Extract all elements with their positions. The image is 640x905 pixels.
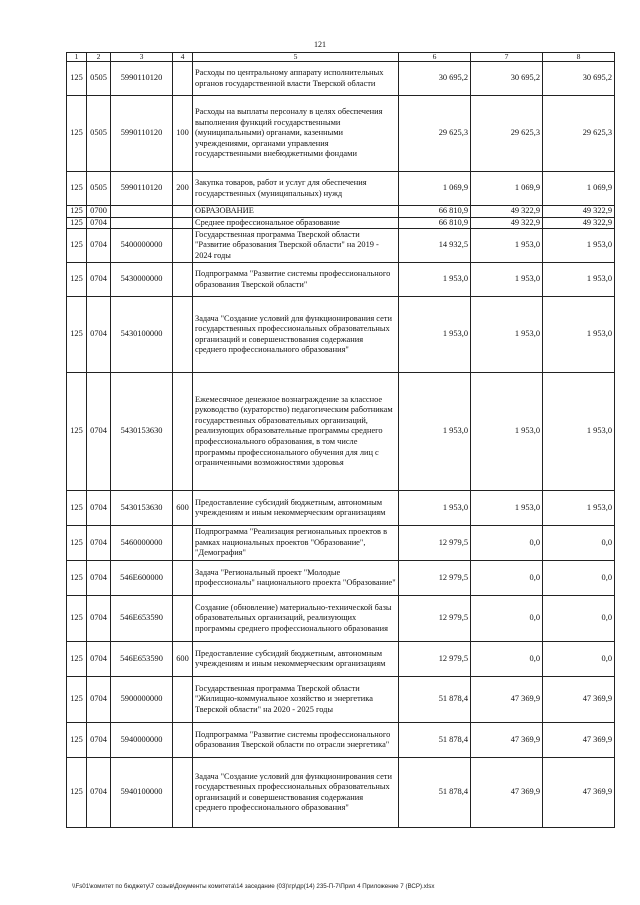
cell-col-6: 1 069,9 bbox=[399, 172, 471, 206]
cell-col-2: 0704 bbox=[87, 758, 111, 828]
cell-col-4 bbox=[173, 62, 193, 96]
cell-col-4 bbox=[173, 526, 193, 561]
cell-col-5: Задача "Создание условий для функционирования сети государственных профессиональных образовательных организаций и совершенствования содержания среднего профессионального образования" bbox=[193, 297, 399, 373]
column-number: 8 bbox=[543, 53, 615, 62]
cell-col-7: 47 369,9 bbox=[471, 723, 543, 758]
cell-col-6: 1 953,0 bbox=[399, 373, 471, 491]
cell-col-3: 5990110120 bbox=[111, 172, 173, 206]
cell-col-5: Среднее профессиональное образование bbox=[193, 217, 399, 229]
cell-col-2: 0505 bbox=[87, 62, 111, 96]
cell-col-8: 49 322,9 bbox=[543, 217, 615, 229]
cell-col-5: Подпрограмма "Развитие системы профессионального образования Тверской области по отрасли энергетика" bbox=[193, 723, 399, 758]
cell-col-8: 0,0 bbox=[543, 561, 615, 596]
cell-col-2: 0505 bbox=[87, 172, 111, 206]
cell-col-8: 47 369,9 bbox=[543, 723, 615, 758]
budget-table bbox=[66, 52, 615, 828]
cell-col-7: 1 953,0 bbox=[471, 229, 543, 263]
cell-col-6: 30 695,2 bbox=[399, 62, 471, 96]
column-number: 2 bbox=[87, 53, 111, 62]
cell-col-7: 29 625,3 bbox=[471, 96, 543, 172]
cell-col-6: 51 878,4 bbox=[399, 758, 471, 828]
column-number: 3 bbox=[111, 53, 173, 62]
cell-col-8: 1 953,0 bbox=[543, 491, 615, 526]
cell-col-4: 100 bbox=[173, 96, 193, 172]
cell-col-7: 1 069,9 bbox=[471, 172, 543, 206]
cell-col-5: Расходы по центральному аппарату исполнительных органов государственной власти Тверской области bbox=[193, 62, 399, 96]
cell-col-6: 12 979,5 bbox=[399, 561, 471, 596]
cell-col-6: 29 625,3 bbox=[399, 96, 471, 172]
cell-col-5: Закупка товаров, работ и услуг для обеспечения государственных (муниципальных) нужд bbox=[193, 172, 399, 206]
cell-col-5: ОБРАЗОВАНИЕ bbox=[193, 206, 399, 218]
cell-col-5: Задача "Создание условий для функционирования сети государственных профессиональных образовательных организаций и совершенствования содержания среднего профессионального образования" bbox=[193, 758, 399, 828]
cell-col-8: 29 625,3 bbox=[543, 96, 615, 172]
cell-col-6: 66 810,9 bbox=[399, 206, 471, 218]
column-number-row bbox=[67, 53, 615, 62]
cell-col-8: 1 953,0 bbox=[543, 229, 615, 263]
cell-col-8: 47 369,9 bbox=[543, 677, 615, 723]
cell-col-4 bbox=[173, 263, 193, 297]
cell-col-4: 600 bbox=[173, 491, 193, 526]
column-number: 4 bbox=[173, 53, 193, 62]
cell-col-4: 600 bbox=[173, 642, 193, 677]
cell-col-1: 125 bbox=[67, 263, 87, 297]
cell-col-1: 125 bbox=[67, 206, 87, 218]
table-row bbox=[67, 758, 615, 828]
cell-col-3: 546E600000 bbox=[111, 561, 173, 596]
cell-col-7: 30 695,2 bbox=[471, 62, 543, 96]
cell-col-4 bbox=[173, 297, 193, 373]
cell-col-2: 0704 bbox=[87, 297, 111, 373]
cell-col-5: Расходы на выплаты персоналу в целях обеспечения выполнения функций государственными (муниципальными) органами, казенными учреждениями, органами управления государственными внебюджетными фондами bbox=[193, 96, 399, 172]
cell-col-2: 0704 bbox=[87, 642, 111, 677]
cell-col-5: Задача "Региональный проект "Молодые профессионалы" национального проекта "Образование" bbox=[193, 561, 399, 596]
cell-col-8: 30 695,2 bbox=[543, 62, 615, 96]
cell-col-4 bbox=[173, 229, 193, 263]
page-number: 121 bbox=[314, 40, 326, 49]
cell-col-2: 0505 bbox=[87, 96, 111, 172]
cell-col-3: 5990110120 bbox=[111, 96, 173, 172]
cell-col-5: Ежемесячное денежное вознаграждение за классное руководство (кураторство) педагогическим работникам государственных образовательных организаций, реализующих образовательные программы среднего профессионального образования, в том числе программы профессионального обучения для лиц с ограниченными возможностями здоровья bbox=[193, 373, 399, 491]
cell-col-1: 125 bbox=[67, 677, 87, 723]
cell-col-7: 0,0 bbox=[471, 642, 543, 677]
cell-col-2: 0704 bbox=[87, 596, 111, 642]
table-row bbox=[67, 723, 615, 758]
cell-col-7: 1 953,0 bbox=[471, 263, 543, 297]
table-row bbox=[67, 491, 615, 526]
cell-col-4 bbox=[173, 596, 193, 642]
table-row bbox=[67, 263, 615, 297]
cell-col-8: 0,0 bbox=[543, 596, 615, 642]
cell-col-2: 0704 bbox=[87, 491, 111, 526]
table-row bbox=[67, 526, 615, 561]
table-row bbox=[67, 642, 615, 677]
cell-col-6: 1 953,0 bbox=[399, 491, 471, 526]
cell-col-4 bbox=[173, 373, 193, 491]
cell-col-6: 1 953,0 bbox=[399, 263, 471, 297]
table-row bbox=[67, 96, 615, 172]
cell-col-6: 51 878,4 bbox=[399, 723, 471, 758]
cell-col-2: 0704 bbox=[87, 373, 111, 491]
cell-col-4 bbox=[173, 217, 193, 229]
cell-col-4 bbox=[173, 561, 193, 596]
column-number: 7 bbox=[471, 53, 543, 62]
table-row bbox=[67, 217, 615, 229]
cell-col-7: 47 369,9 bbox=[471, 677, 543, 723]
cell-col-8: 1 069,9 bbox=[543, 172, 615, 206]
cell-col-7: 1 953,0 bbox=[471, 491, 543, 526]
cell-col-8: 0,0 bbox=[543, 642, 615, 677]
file-path-footer: \\Fs01\комитет по бюджету\7 созыв\Документы комитета\14 заседание (03)\гр\др(14) 235-П-7\Прил 4 Приложение 7 (ВСР).xlsx bbox=[72, 883, 435, 890]
cell-col-3 bbox=[111, 206, 173, 218]
cell-col-2: 0704 bbox=[87, 229, 111, 263]
cell-col-2: 0700 bbox=[87, 206, 111, 218]
cell-col-1: 125 bbox=[67, 373, 87, 491]
cell-col-1: 125 bbox=[67, 229, 87, 263]
table-row bbox=[67, 206, 615, 218]
cell-col-3 bbox=[111, 217, 173, 229]
cell-col-2: 0704 bbox=[87, 263, 111, 297]
cell-col-2: 0704 bbox=[87, 723, 111, 758]
cell-col-3: 546E653590 bbox=[111, 596, 173, 642]
cell-col-4 bbox=[173, 677, 193, 723]
column-number: 6 bbox=[399, 53, 471, 62]
cell-col-2: 0704 bbox=[87, 217, 111, 229]
cell-col-8: 1 953,0 bbox=[543, 297, 615, 373]
cell-col-3: 5990110120 bbox=[111, 62, 173, 96]
cell-col-7: 49 322,9 bbox=[471, 217, 543, 229]
cell-col-6: 14 932,5 bbox=[399, 229, 471, 263]
cell-col-3: 5430153630 bbox=[111, 373, 173, 491]
cell-col-3: 5430153630 bbox=[111, 491, 173, 526]
cell-col-1: 125 bbox=[67, 758, 87, 828]
cell-col-3: 5940100000 bbox=[111, 758, 173, 828]
table-row bbox=[67, 373, 615, 491]
column-number: 5 bbox=[193, 53, 399, 62]
cell-col-4 bbox=[173, 758, 193, 828]
cell-col-1: 125 bbox=[67, 526, 87, 561]
cell-col-3: 5430000000 bbox=[111, 263, 173, 297]
cell-col-1: 125 bbox=[67, 596, 87, 642]
cell-col-5: Предоставление субсидий бюджетным, автономным учреждениям и иным некоммерческим организациям bbox=[193, 491, 399, 526]
cell-col-5: Предоставление субсидий бюджетным, автономным учреждениям и иным некоммерческим организациям bbox=[193, 642, 399, 677]
table-row bbox=[67, 297, 615, 373]
cell-col-6: 12 979,5 bbox=[399, 596, 471, 642]
table-row bbox=[67, 596, 615, 642]
cell-col-4 bbox=[173, 723, 193, 758]
cell-col-7: 47 369,9 bbox=[471, 758, 543, 828]
cell-col-4: 200 bbox=[173, 172, 193, 206]
cell-col-6: 12 979,5 bbox=[399, 642, 471, 677]
cell-col-6: 1 953,0 bbox=[399, 297, 471, 373]
cell-col-7: 0,0 bbox=[471, 596, 543, 642]
cell-col-8: 49 322,9 bbox=[543, 206, 615, 218]
cell-col-8: 47 369,9 bbox=[543, 758, 615, 828]
cell-col-1: 125 bbox=[67, 561, 87, 596]
cell-col-1: 125 bbox=[67, 172, 87, 206]
cell-col-1: 125 bbox=[67, 297, 87, 373]
cell-col-7: 1 953,0 bbox=[471, 297, 543, 373]
table-row bbox=[67, 172, 615, 206]
cell-col-6: 12 979,5 bbox=[399, 526, 471, 561]
cell-col-1: 125 bbox=[67, 62, 87, 96]
cell-col-2: 0704 bbox=[87, 561, 111, 596]
cell-col-7: 49 322,9 bbox=[471, 206, 543, 218]
cell-col-1: 125 bbox=[67, 491, 87, 526]
cell-col-3: 546E653590 bbox=[111, 642, 173, 677]
cell-col-7: 0,0 bbox=[471, 561, 543, 596]
table-row bbox=[67, 62, 615, 96]
cell-col-5: Подпрограмма "Реализация региональных проектов в рамках национальных проектов "Образование", "Демография" bbox=[193, 526, 399, 561]
cell-col-3: 5940000000 bbox=[111, 723, 173, 758]
cell-col-4 bbox=[173, 206, 193, 218]
cell-col-3: 5460000000 bbox=[111, 526, 173, 561]
cell-col-2: 0704 bbox=[87, 677, 111, 723]
cell-col-1: 125 bbox=[67, 217, 87, 229]
cell-col-1: 125 bbox=[67, 723, 87, 758]
cell-col-7: 1 953,0 bbox=[471, 373, 543, 491]
cell-col-5: Государственная программа Тверской области "Развитие образования Тверской области" на 2019 - 2024 годы bbox=[193, 229, 399, 263]
cell-col-1: 125 bbox=[67, 642, 87, 677]
table-row bbox=[67, 561, 615, 596]
cell-col-3: 5400000000 bbox=[111, 229, 173, 263]
cell-col-7: 0,0 bbox=[471, 526, 543, 561]
cell-col-3: 5900000000 bbox=[111, 677, 173, 723]
cell-col-5: Государственная программа Тверской области "Жилищно-коммунальное хозяйство и энергетика Тверской области" на 2020 - 2025 годы bbox=[193, 677, 399, 723]
cell-col-1: 125 bbox=[67, 96, 87, 172]
cell-col-8: 1 953,0 bbox=[543, 373, 615, 491]
column-number: 1 bbox=[67, 53, 87, 62]
cell-col-5: Создание (обновление) материально-технической базы образовательных организаций, реализующих программы среднего профессионального образования bbox=[193, 596, 399, 642]
cell-col-3: 5430100000 bbox=[111, 297, 173, 373]
cell-col-2: 0704 bbox=[87, 526, 111, 561]
table-row bbox=[67, 229, 615, 263]
cell-col-6: 66 810,9 bbox=[399, 217, 471, 229]
cell-col-8: 0,0 bbox=[543, 526, 615, 561]
cell-col-8: 1 953,0 bbox=[543, 263, 615, 297]
table-row bbox=[67, 677, 615, 723]
cell-col-5: Подпрограмма "Развитие системы профессионального образования Тверской области" bbox=[193, 263, 399, 297]
cell-col-6: 51 878,4 bbox=[399, 677, 471, 723]
